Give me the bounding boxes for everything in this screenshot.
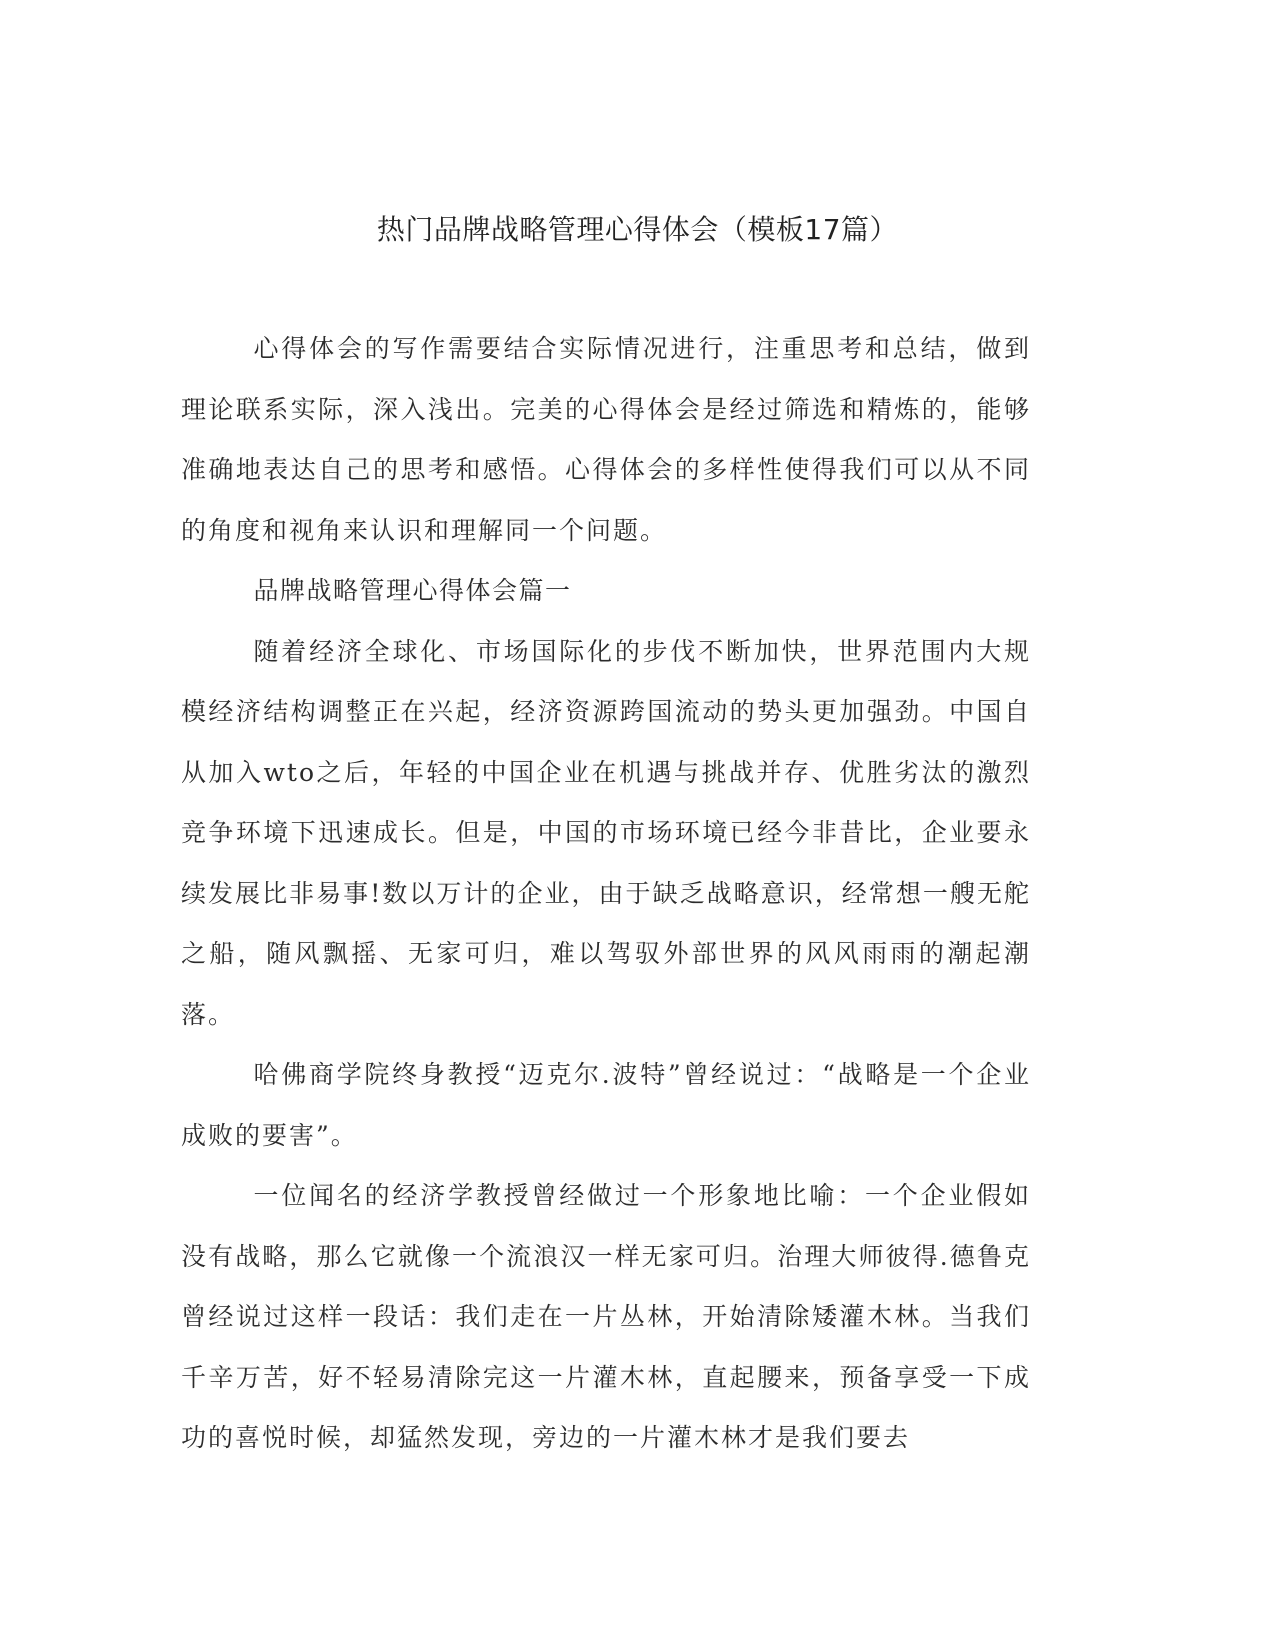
quote-paragraph: 哈佛商学院终身教授“迈克尔.波特”曾经说过：“战略是一个企业成败的要害”。 bbox=[181, 1060, 1031, 1150]
document-body bbox=[181, 319, 1031, 1469]
intro-paragraph: 心得体会的写作需要结合实际情况进行，注重思考和总结，做到理论联系实际，深入浅出。完美的心得体会是经过筛选和精炼的，能够准确地表达自己的思考和感悟。心得体会的多样性使得我们可以从不同的角度和视角来认识和理解同一个问题。 bbox=[181, 334, 1031, 545]
body-paragraph: 随着经济全球化、市场国际化的步伐不断加快，世界范围内大规模经济结构调整正在兴起，经济资源跨国流动的势头更加强劲。中国自从加入wto之后，年轻的中国企业在机遇与挑战并存、优胜劣汰的激烈竞争环境下迅速成长。但是，中国的市场环境已经今非昔比，企业要永续发展比非易事!数以万计的企业，由于缺乏战略意识，经常想一艘无舵之船，随风飘摇、无家可归，难以驾驭外部世界的风风雨雨的潮起潮落。 bbox=[181, 636, 1031, 1029]
body-paragraph: 一位闻名的经济学教授曾经做过一个形象地比喻：一个企业假如没有战略，那么它就像一个流浪汉一样无家可归。治理大师彼得.德鲁克曾经说过这样一段话：我们走在一片丛林，开始清除矮灌木林。当我们千辛万苦，好不轻易清除完这一片灌木林，直起腰来，预备享受一下成功的喜悦时候，却猛然发现，旁边的一片灌木林才是我们要去 bbox=[181, 1181, 1031, 1452]
section-heading: 品牌战略管理心得体会篇一 bbox=[253, 576, 572, 605]
document-title: 热门品牌战略管理心得体会（模板17篇） bbox=[376, 213, 899, 246]
